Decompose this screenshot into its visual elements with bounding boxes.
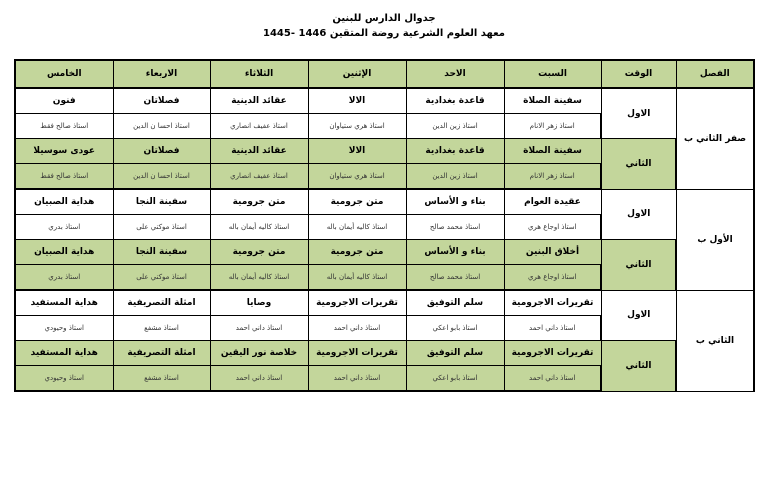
- teacher-cell: استاذ بابو اعكي: [406, 366, 504, 392]
- subject-cell: عقيدة العوام: [504, 189, 601, 215]
- time-cell: الاول: [601, 189, 676, 240]
- subject-cell: بناء و الأساس: [406, 240, 504, 265]
- subject-cell: سفينة النجا: [113, 189, 210, 215]
- subject-cell: تقريرات الاجرومية: [504, 290, 601, 316]
- subject-cell: قاعدة بغدادية: [406, 88, 504, 114]
- class-name-cell: الثاني ب: [676, 290, 754, 391]
- teacher-cell: استاذ كاليه أيمان باله: [308, 265, 406, 291]
- schedule-table: [14, 59, 755, 392]
- teacher-cell: استاذ داني احمد: [210, 366, 308, 392]
- subject-cell: فصلاتان: [113, 88, 210, 114]
- subject-cell: تقريرات الاجرومية: [308, 341, 406, 366]
- subject-cell: الالا: [308, 139, 406, 164]
- subject-cell: سفينة النجا: [113, 240, 210, 265]
- teacher-cell: استاذ بابو اعكي: [406, 316, 504, 341]
- subject-cell: فنون: [15, 88, 113, 114]
- subject-cell: متن جرومية: [308, 189, 406, 215]
- subject-cell: متن جرومية: [210, 189, 308, 215]
- class-name-cell: الأول ب: [676, 189, 754, 290]
- column-header: الإثنين: [308, 60, 406, 88]
- teacher-cell: استاذ زين الدين: [406, 164, 504, 190]
- time-cell: الثاني: [601, 240, 676, 291]
- subject-cell: بناء و الأساس: [406, 189, 504, 215]
- subject-cell: عودى سوسيلا: [15, 139, 113, 164]
- teacher-cell: استاذ وحيودي: [15, 316, 113, 341]
- table-row-subjects: [15, 290, 754, 316]
- teacher-cell: استاذ زهر الانام: [504, 164, 601, 190]
- teacher-cell: استاذ اوجاع هري: [504, 265, 601, 291]
- subject-cell: سلم التوفيق: [406, 290, 504, 316]
- subject-cell: وصايا: [210, 290, 308, 316]
- page-subtitle: معهد العلوم الشرعية روضة المتقين 1446 -1445: [263, 28, 505, 39]
- teacher-cell: استاذ زهر الانام: [504, 114, 601, 139]
- subject-cell: امثلة التصريفية: [113, 290, 210, 316]
- subject-cell: هداية الصبيان: [15, 240, 113, 265]
- subject-cell: عقائد الدينية: [210, 139, 308, 164]
- column-header: الفصل: [676, 60, 754, 88]
- table-row-subjects: [15, 189, 754, 215]
- table-row-subjects: [15, 240, 754, 265]
- teacher-cell: استاذ احسا ن الدين: [113, 114, 210, 139]
- teacher-cell: استاذ داني احمد: [308, 366, 406, 392]
- subject-cell: تقريرات الاجرومية: [504, 341, 601, 366]
- teacher-cell: استاذ زين الدين: [406, 114, 504, 139]
- subject-cell: هداية المستفيد: [15, 290, 113, 316]
- subject-cell: سلم التوفيق: [406, 341, 504, 366]
- teacher-cell: استاذ موكتي على: [113, 265, 210, 291]
- column-header: الثلاثاء: [210, 60, 308, 88]
- teacher-cell: استاذ بدري: [15, 265, 113, 291]
- class-name-cell: صفر الثاني ب: [676, 88, 754, 189]
- column-header: الاحد: [406, 60, 504, 88]
- column-header: السبت: [504, 60, 601, 88]
- subject-cell: عقائد الدينية: [210, 88, 308, 114]
- teacher-cell: استاذ داني احمد: [504, 366, 601, 392]
- teacher-cell: استاذ محمد صالح: [406, 215, 504, 240]
- teacher-cell: استاذ موكتي على: [113, 215, 210, 240]
- subject-cell: هداية الصبيان: [15, 189, 113, 215]
- subject-cell: تقريرات الاجرومية: [308, 290, 406, 316]
- teacher-cell: استاذ هري ستياوان: [308, 164, 406, 190]
- teacher-cell: استاذ داني احمد: [504, 316, 601, 341]
- teacher-cell: استاذ عفيف انصاري: [210, 114, 308, 139]
- subject-cell: الالا: [308, 88, 406, 114]
- teacher-cell: استاذ محمد صالح: [406, 265, 504, 291]
- teacher-cell: استاذ كاليه أيمان باله: [210, 215, 308, 240]
- table-row-subjects: [15, 341, 754, 366]
- teacher-cell: استاذ اوجاع هري: [504, 215, 601, 240]
- time-cell: الاول: [601, 290, 676, 341]
- teacher-cell: استاذ صالح فقط: [15, 114, 113, 139]
- subject-cell: قاعدة بغدادية: [406, 139, 504, 164]
- page-title: جدوال الدارس للبنين: [332, 13, 436, 24]
- teacher-cell: استاذ مشفع: [113, 316, 210, 341]
- subject-cell: فصلاتان: [113, 139, 210, 164]
- table-row-subjects: [15, 88, 754, 114]
- teacher-cell: استاذ هري ستياوان: [308, 114, 406, 139]
- time-cell: الثاني: [601, 139, 676, 190]
- table-row-subjects: [15, 139, 754, 164]
- subject-cell: سفينة الصلاة: [504, 88, 601, 114]
- teacher-cell: استاذ داني احمد: [308, 316, 406, 341]
- subject-cell: خلاصة نور اليقين: [210, 341, 308, 366]
- teacher-cell: استاذ مشفع: [113, 366, 210, 392]
- teacher-cell: استاذ كاليه أيمان باله: [308, 215, 406, 240]
- teacher-cell: استاذ داني احمد: [210, 316, 308, 341]
- subject-cell: متن جرومية: [210, 240, 308, 265]
- subject-cell: امثلة التصريفية: [113, 341, 210, 366]
- teacher-cell: استاذ صالح فقط: [15, 164, 113, 190]
- time-cell: الاول: [601, 88, 676, 139]
- subject-cell: أخلاق البنين: [504, 240, 601, 265]
- header-row: [15, 60, 754, 88]
- teacher-cell: استاذ كاليه أيمان باله: [210, 265, 308, 291]
- teacher-cell: استاذ احسا ن الدين: [113, 164, 210, 190]
- teacher-cell: استاذ عفيف انصاري: [210, 164, 308, 190]
- column-header: الاربعاء: [113, 60, 210, 88]
- column-header: الوقت: [601, 60, 676, 88]
- subject-cell: سفينة الصلاة: [504, 139, 601, 164]
- teacher-cell: استاذ بدري: [15, 215, 113, 240]
- teacher-cell: استاذ وحيودي: [15, 366, 113, 392]
- column-header: الخامس: [15, 60, 113, 88]
- subject-cell: متن جرومية: [308, 240, 406, 265]
- subject-cell: هداية المستفيد: [15, 341, 113, 366]
- time-cell: الثاني: [601, 341, 676, 392]
